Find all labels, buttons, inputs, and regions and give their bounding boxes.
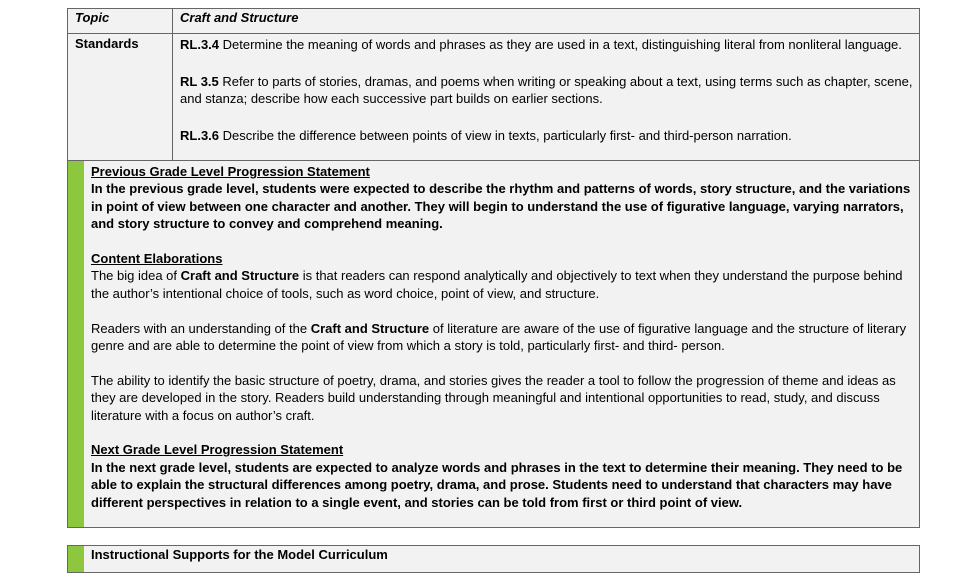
elaboration-paragraph: The ability to identify the basic structure of poetry, drama, and stories gives the reader a tool to follow the progression of theme and ideas as they are developed in the story. Readers build understanding through meaningful and intentional opportunities to read, study, and discuss literature with a focus on author’s craft. xyxy=(91,372,896,423)
standards-row xyxy=(68,34,919,160)
accent-bar xyxy=(68,546,84,572)
elaborations-heading: Content Elaborations xyxy=(91,251,223,267)
elab-bold-term: Craft and Structure xyxy=(180,268,300,284)
standards-label: Standards xyxy=(75,36,139,51)
standard-text: Describe the difference between points of view in texts, particularly first- and third-person narration. xyxy=(219,127,792,143)
standard-text: Determine the meaning of words and phrases as they are used in a text, distinguishing literal from nonliteral language. xyxy=(219,37,902,52)
next-text: In the next grade level, students are expected to analyze words and phrases in the text to determine their meaning. They need to be able to explain the structural differences among poetry, drama, and prose. Students need to understand that characters may have different perspectives in relation to a single event, and stories can be told from first or third point of view. xyxy=(91,459,903,510)
standard-item xyxy=(180,36,913,54)
standard-item xyxy=(180,127,913,145)
standard-code: RL 3.5 xyxy=(180,73,219,89)
progression-content xyxy=(91,163,917,511)
accent-bar xyxy=(68,161,84,527)
topic-label: Topic xyxy=(75,10,110,25)
elab-bold-term: Craft and Structure xyxy=(310,320,430,336)
topic-standards-table xyxy=(67,8,920,161)
previous-text: In the previous grade level, students were expected to describe the rhythm and patterns of words, story structure, and the variations in point of view between one character and another. They will begin to understand the use of figurative language, varying narrators, and story structure to convey and comprehend meaning. xyxy=(91,181,911,232)
elab-text: Readers with an understanding of the xyxy=(91,320,311,336)
standard-code: RL.3.4 xyxy=(180,37,220,52)
elab-text: of literature are aware of the use of figurative language and the structure of literary genre and are able to determine the point of view from which a story is told, particularly first- and third- person. xyxy=(91,320,907,354)
elaboration-paragraph xyxy=(91,267,917,302)
elab-text: is that readers can respond analytically and objectively to text when they understand the purpose behind the author’s intentional choice of tools, such as word choice, point of view, and structure. xyxy=(91,268,903,301)
standard-item xyxy=(180,73,913,108)
supports-panel xyxy=(67,545,920,573)
elab-text: The big idea of xyxy=(91,268,181,284)
topic-row xyxy=(68,9,919,34)
next-heading: Next Grade Level Progression Statement xyxy=(91,442,344,458)
standard-code: RL.3.6 xyxy=(180,127,220,143)
previous-heading: Previous Grade Level Progression Statement xyxy=(91,164,370,179)
standard-text: Refer to parts of stories, dramas, and poems when writing or speaking about a text, using terms such as chapter, scene, and stanza; describe how each successive part builds on earlier sections. xyxy=(180,73,913,106)
progression-panel xyxy=(67,160,920,528)
topic-value: Craft and Structure xyxy=(180,10,299,25)
elaboration-paragraph xyxy=(91,320,917,355)
supports-title: Instructional Supports for the Model Curriculum xyxy=(91,547,388,562)
standards-list xyxy=(180,36,913,144)
